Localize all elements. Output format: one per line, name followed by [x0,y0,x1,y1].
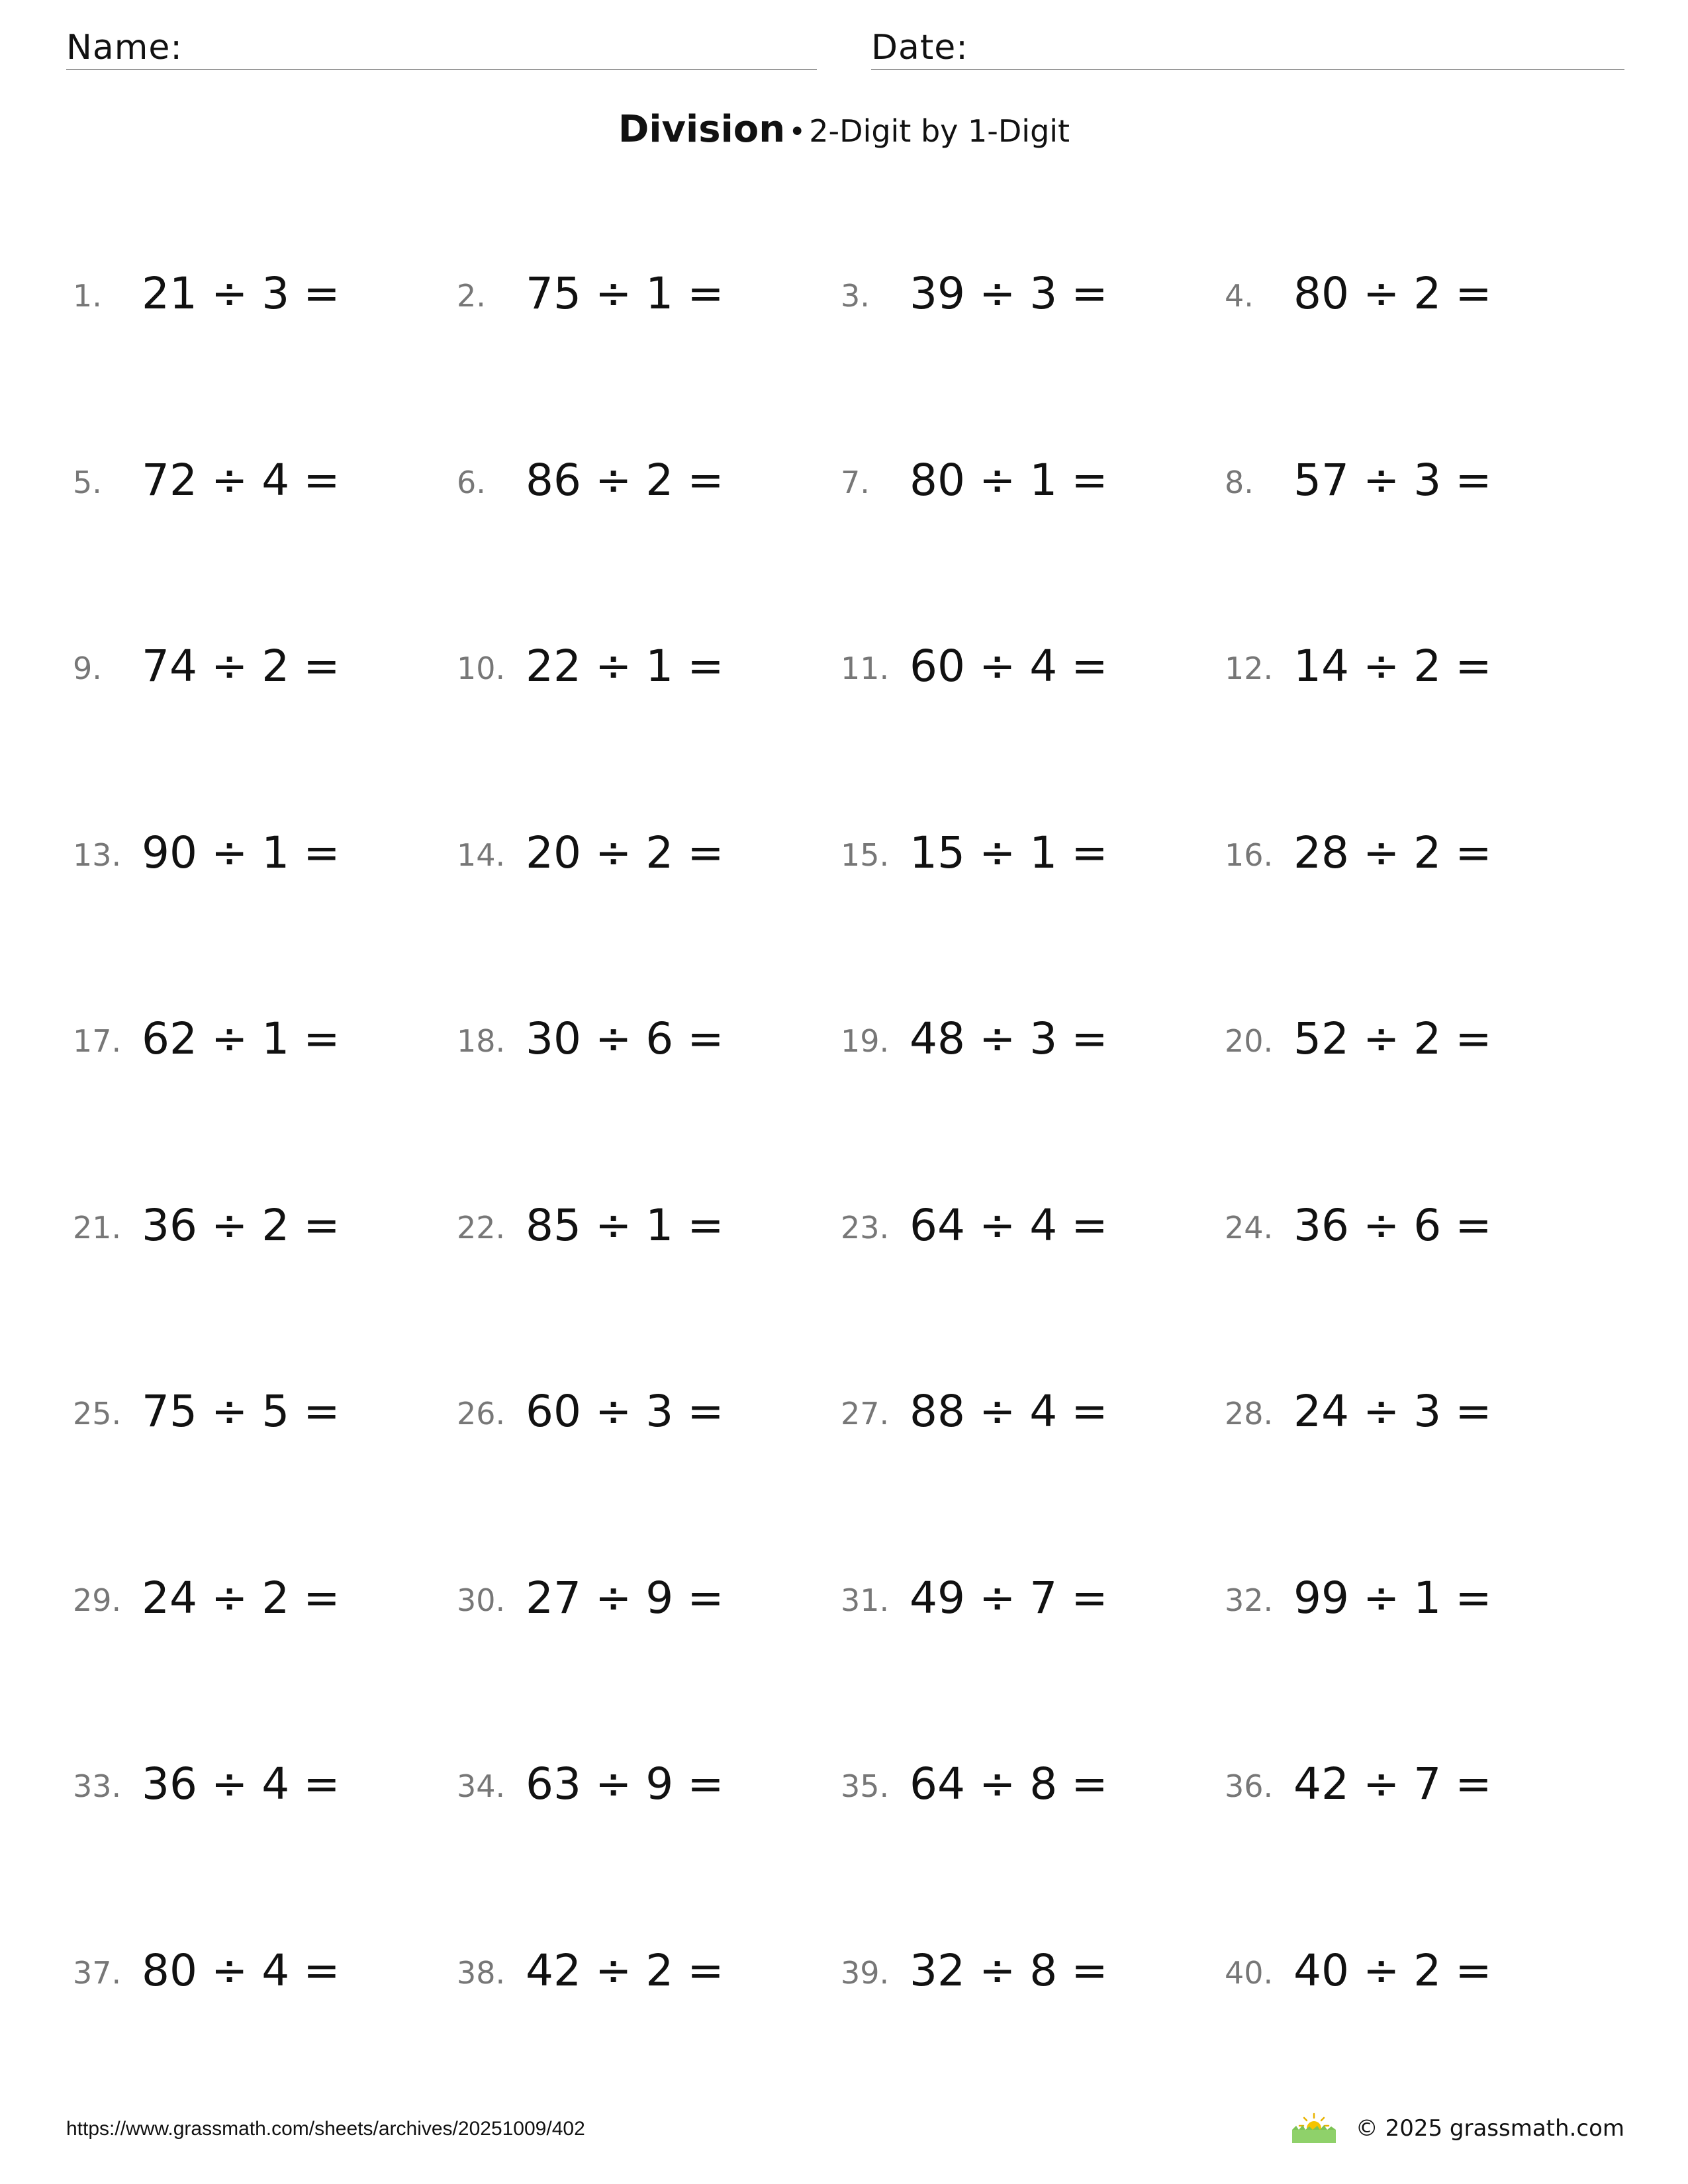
title-separator: • [788,115,806,149]
footer-copyright: © 2025 grassmath.com [1355,2115,1624,2142]
problem-item [1225,1191,1569,1257]
problem-number: 16. [1225,837,1274,873]
problem-expression: 99 ÷ 1 = [1293,1572,1492,1623]
problem-number: 17. [73,1023,122,1059]
problem-expression: 40 ÷ 2 = [1293,1945,1492,1996]
problem-item [457,1005,801,1071]
problem-number: 24. [1225,1210,1274,1246]
problem-number: 31. [841,1582,890,1618]
problem-expression: 80 ÷ 1 = [910,455,1108,506]
problem-item [73,259,417,326]
problem-expression: 42 ÷ 7 = [1293,1758,1492,1809]
problem-number: 11. [841,651,890,686]
problem-number: 21. [73,1210,122,1246]
problem-expression: 28 ÷ 2 = [1293,827,1492,878]
problem-expression: 88 ÷ 4 = [910,1386,1108,1437]
problem-number: 1. [73,278,102,314]
problem-expression: 15 ÷ 1 = [910,827,1108,878]
date-field[interactable] [871,25,1624,70]
problem-item [73,1191,417,1257]
problem-expression: 80 ÷ 2 = [1293,268,1492,319]
problem-number: 9. [73,651,102,686]
problem-item [457,1936,801,2003]
problem-expression: 60 ÷ 4 = [910,641,1108,692]
problem-number: 28. [1225,1396,1274,1432]
problem-expression: 36 ÷ 2 = [142,1200,340,1251]
problem-item [1225,819,1569,885]
problem-expression: 86 ÷ 2 = [526,455,724,506]
problem-item [841,1005,1185,1071]
name-field[interactable] [66,25,817,70]
problem-number: 4. [1225,278,1254,314]
problem-expression: 64 ÷ 4 = [910,1200,1108,1251]
problem-number: 36. [1225,1768,1274,1804]
problem-expression: 48 ÷ 3 = [910,1013,1108,1064]
name-label: Name: [66,28,183,68]
problem-item [457,1377,801,1443]
problem-expression: 36 ÷ 6 = [1293,1200,1492,1251]
problem-number: 32. [1225,1582,1274,1618]
problem-item [73,446,417,512]
problem-expression: 90 ÷ 1 = [142,827,340,878]
problem-item [73,1377,417,1443]
problem-item [1225,1005,1569,1071]
problem-expression: 57 ÷ 3 = [1293,455,1492,506]
problem-item [73,819,417,885]
problem-number: 13. [73,837,122,873]
problem-expression: 74 ÷ 2 = [142,641,340,692]
problem-expression: 64 ÷ 8 = [910,1758,1108,1809]
problem-number: 5. [73,465,102,500]
problem-item [841,1936,1185,2003]
problem-item [73,632,417,698]
problem-item [1225,1564,1569,1630]
problem-number: 25. [73,1396,122,1432]
problem-expression: 21 ÷ 3 = [142,268,340,319]
problem-expression: 20 ÷ 2 = [526,827,724,878]
worksheet-title [0,106,1688,162]
problem-expression: 63 ÷ 9 = [526,1758,724,1809]
problem-expression: 75 ÷ 5 = [142,1386,340,1437]
problem-expression: 62 ÷ 1 = [142,1013,340,1064]
problem-expression: 52 ÷ 2 = [1293,1013,1492,1064]
footer-branding [1291,2109,1624,2148]
problem-number: 35. [841,1768,890,1804]
problem-number: 7. [841,465,870,500]
problem-expression: 42 ÷ 2 = [526,1945,724,1996]
problem-number: 6. [457,465,486,500]
problem-number: 38. [457,1955,506,1991]
problem-item [841,1750,1185,1816]
problem-expression: 24 ÷ 2 = [142,1572,340,1623]
problem-number: 3. [841,278,870,314]
problem-item [457,1564,801,1630]
problem-expression: 85 ÷ 1 = [526,1200,724,1251]
problem-item [73,1005,417,1071]
problem-number: 23. [841,1210,890,1246]
problem-expression: 75 ÷ 1 = [526,268,724,319]
date-line [871,69,1624,70]
problem-item [1225,1750,1569,1816]
problem-item [73,1564,417,1630]
problem-number: 30. [457,1582,506,1618]
problem-item [1225,259,1569,326]
problem-expression: 60 ÷ 3 = [526,1386,724,1437]
problem-item [73,1936,417,2003]
problem-item [457,632,801,698]
problem-item [841,632,1185,698]
date-label: Date: [871,28,968,68]
title-subtitle: 2-Digit by 1-Digit [809,113,1070,149]
problem-number: 12. [1225,651,1274,686]
problem-expression: 32 ÷ 8 = [910,1945,1108,1996]
problem-number: 18. [457,1023,506,1059]
problem-expression: 39 ÷ 3 = [910,268,1108,319]
problem-item [841,819,1185,885]
problem-number: 14. [457,837,506,873]
problem-number: 2. [457,278,486,314]
problem-number: 39. [841,1955,890,1991]
problem-item [457,446,801,512]
problem-expression: 36 ÷ 4 = [142,1758,340,1809]
problem-item [457,1750,801,1816]
problem-item [73,1750,417,1816]
problem-item [841,1191,1185,1257]
problem-item [841,1564,1185,1630]
problem-number: 37. [73,1955,122,1991]
footer-url: https://www.grassmath.com/sheets/archives/20251009/402 [66,2118,585,2140]
problem-number: 8. [1225,465,1254,500]
problem-number: 22. [457,1210,506,1246]
problem-number: 26. [457,1396,506,1432]
problem-expression: 24 ÷ 3 = [1293,1386,1492,1437]
problem-expression: 30 ÷ 6 = [526,1013,724,1064]
problem-number: 27. [841,1396,890,1432]
problem-item [1225,446,1569,512]
name-line [66,69,817,70]
problem-item [841,446,1185,512]
problem-item [457,1191,801,1257]
problem-number: 10. [457,651,506,686]
problem-expression: 49 ÷ 7 = [910,1572,1108,1623]
problem-number: 19. [841,1023,890,1059]
problem-expression: 72 ÷ 4 = [142,455,340,506]
problem-item [1225,1936,1569,2003]
problem-number: 15. [841,837,890,873]
problem-number: 33. [73,1768,122,1804]
problem-item [457,259,801,326]
problem-number: 29. [73,1582,122,1618]
problem-number: 34. [457,1768,506,1804]
problem-item [841,1377,1185,1443]
problem-expression: 27 ÷ 9 = [526,1572,724,1623]
problem-number: 40. [1225,1955,1274,1991]
problem-expression: 14 ÷ 2 = [1293,641,1492,692]
problem-item [1225,632,1569,698]
problem-number: 20. [1225,1023,1274,1059]
problem-expression: 22 ÷ 1 = [526,641,724,692]
problem-item [457,819,801,885]
title-main: Division [618,108,786,151]
sun-over-grass-icon [1291,2113,1337,2144]
problem-item [1225,1377,1569,1443]
problem-expression: 80 ÷ 4 = [142,1945,340,1996]
problem-item [841,259,1185,326]
